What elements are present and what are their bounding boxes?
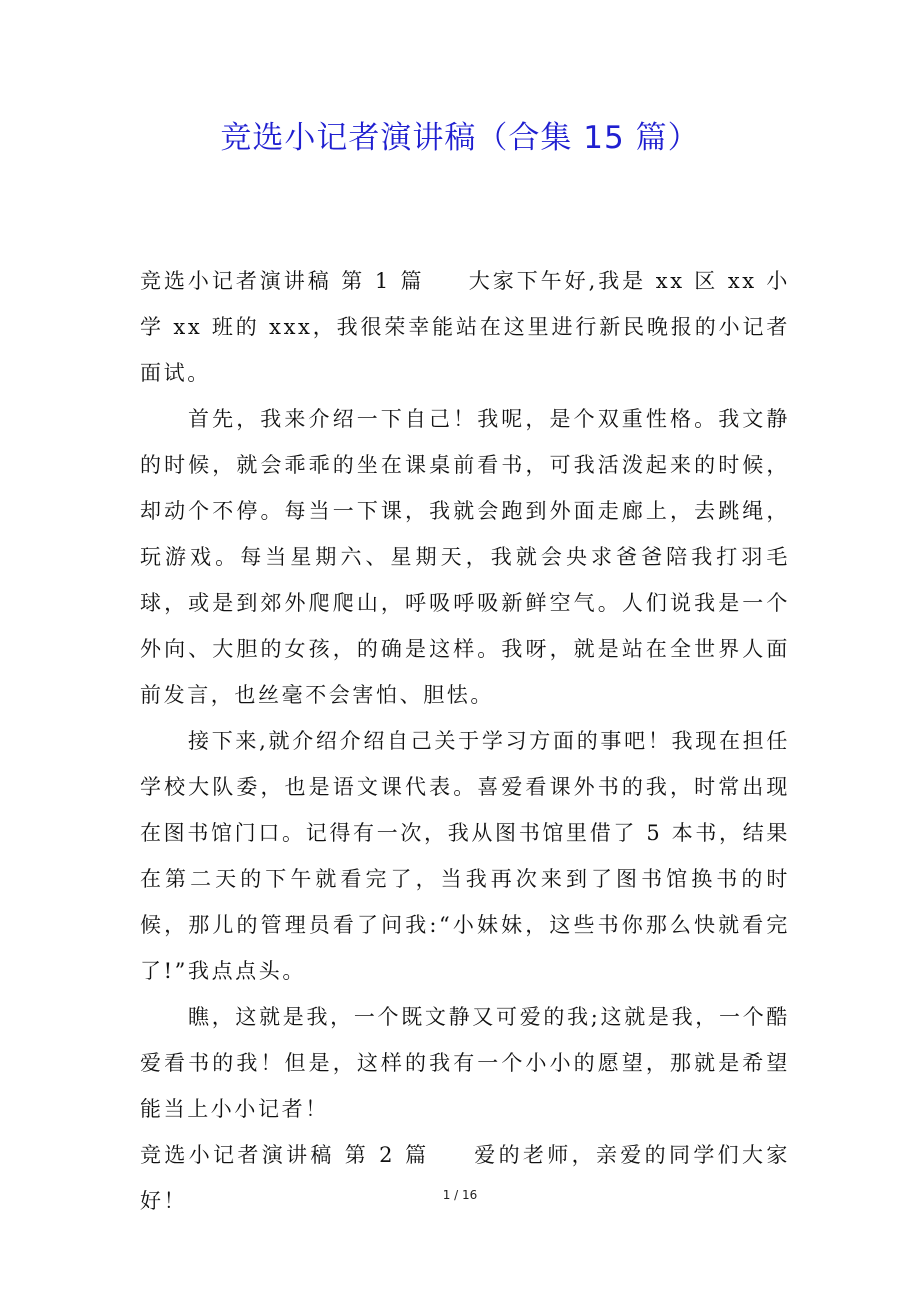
section-1-opening — [140, 258, 790, 396]
section-1-paragraph-3: 瞧，这就是我，一个既文静又可爱的我;这就是我，一个酷爱看书的我！但是，这样的我有一个小小的愿望，那就是希望能当上小小记者！ — [140, 1005, 790, 1121]
document-title: 竞选小记者演讲稿（合集 15 篇） — [220, 120, 700, 156]
section-1-paragraph-1: 首先，我来介绍一下自己！我呢，是个双重性格。我文静的时候，就会乖乖的坐在课桌前看书，可我活泼起来的时候，却动个不停。每当一下课，我就会跑到外面走廊上，去跳绳，玩游戏。每当星期六、星期天，我就会央求爸爸陪我打羽毛球，或是到郊外爬爬山，呼吸呼吸新鲜空气。人们说我是一个外向、大胆的女孩，的确是这样。我呀，就是站在全世界人面前发言，也丝毫不会害怕、胆怯。 — [140, 407, 790, 707]
section-2-opening — [140, 1132, 790, 1224]
section-1-lead: 大家下午好,我是 xx 区 xx 小学 xx 班的 xxx，我很荣幸能站在这里进行新民晚报的小记者面试。 — [140, 269, 790, 385]
document-body — [140, 258, 790, 1224]
section-1-paragraph-2: 接下来,就介绍介绍自己关于学习方面的事吧！我现在担任学校大队委，也是语文课代表。喜爱看课外书的我，时常出现在图书馆门口。记得有一次，我从图书馆里借了 5 本书，结果在第二天的下午就看完了，当我再次来到了图书馆换书的时候，那儿的管理员看了问我:“小妹妹，这些书你那么快就看完了!”我点点头。 — [140, 729, 790, 983]
section-2-heading: 竞选小记者演讲稿 第 2 篇 — [140, 1143, 430, 1167]
page-number: 1 / 16 — [442, 1188, 478, 1202]
section-2-lead: 爱的老师，亲爱的同学们大家好！ — [140, 1143, 790, 1213]
section-1-heading: 竞选小记者演讲稿 第 1 篇 — [140, 269, 425, 293]
